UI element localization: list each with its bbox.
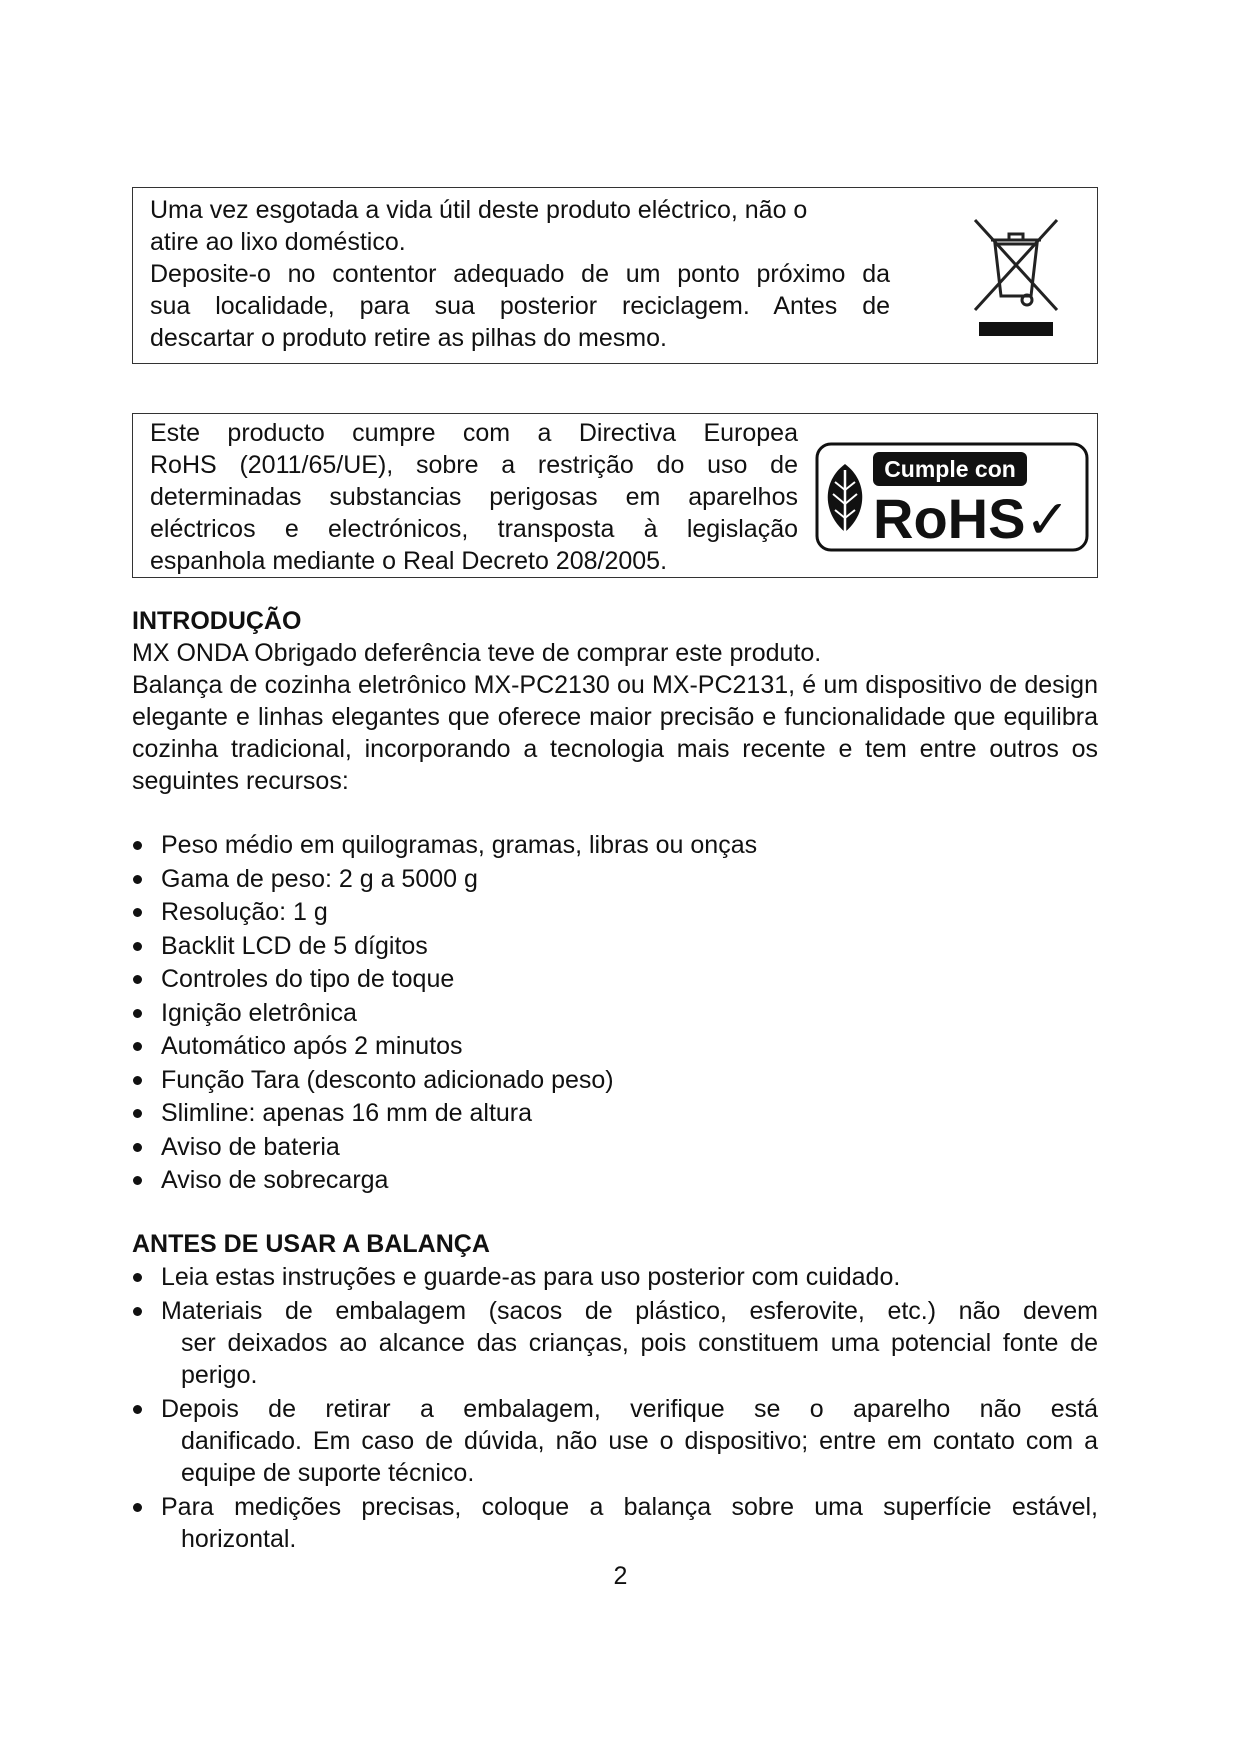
before-use-item — [132, 1295, 1098, 1391]
before-use-heading: ANTES DE USAR A BALANÇA — [132, 1230, 490, 1258]
rohs-line: determinadas substancias perigosas em aparelhos — [150, 483, 798, 511]
rohs-notice-text — [150, 417, 798, 577]
before-use-section — [132, 1229, 1098, 1557]
bullet-icon — [133, 1109, 142, 1118]
features-list — [132, 829, 1098, 1198]
feature-text: Função Tara (desconto adicionado peso) — [161, 1065, 614, 1094]
bullet-icon — [133, 942, 142, 951]
feature-text: Automático após 2 minutos — [161, 1032, 463, 1060]
rohs-line: eléctricos e electrónicos, transposta à legislação — [150, 515, 798, 543]
disposal-line: atire ao lixo doméstico. — [150, 228, 406, 256]
disposal-notice-box — [132, 187, 1098, 364]
bullet-icon — [133, 1176, 142, 1185]
feature-item — [132, 829, 1098, 863]
bullet-icon — [133, 841, 142, 850]
feature-text: Controles do tipo de toque — [161, 965, 455, 993]
feature-item — [132, 1064, 1098, 1098]
feature-item — [132, 1131, 1098, 1165]
intro-heading: INTRODUÇÃO — [132, 607, 302, 635]
before-use-item — [132, 1393, 1098, 1489]
rohs-compliance-logo — [815, 442, 1089, 552]
feature-text: Backlit LCD de 5 dígitos — [161, 931, 428, 960]
bullet-icon — [133, 1503, 142, 1512]
feature-text: Slimline: apenas 16 mm de altura — [161, 1099, 533, 1127]
feature-item — [132, 1164, 1098, 1198]
feature-text: Aviso de sobrecarga — [161, 1166, 389, 1194]
rohs-line: espanhola mediante o Real Decreto 208/2005. — [150, 547, 668, 575]
bullet-icon — [133, 1076, 142, 1085]
rohs-line: RoHS (2011/65/UE), sobre a restrição do uso de — [150, 451, 798, 479]
disposal-line: descartar o produto retire as pilhas do mesmo. — [150, 324, 667, 352]
disposal-notice-text — [150, 194, 890, 354]
bullet-icon — [133, 1405, 142, 1414]
rohs-line: Este producto cumpre com a Directiva Europea — [150, 419, 798, 447]
before-use-item-continuation: ser deixados ao alcance das crianças, pois constituem uma potencial fonte de perigo. — [181, 1329, 1098, 1389]
bullet-icon — [133, 1143, 142, 1152]
before-use-item-text: Depois de retirar a embalagem, verifique se o aparelho não está — [161, 1395, 1098, 1423]
feature-text: Ignição eletrônica — [161, 998, 357, 1027]
bullet-icon — [133, 875, 142, 884]
bullet-icon — [133, 975, 142, 984]
crossed-out-wheelie-bin-icon — [965, 214, 1065, 340]
bullet-icon — [133, 1009, 142, 1018]
before-use-item — [132, 1491, 1098, 1555]
before-use-item-continuation: danificado. Em caso de dúvida, não use o dispositivo; entre em contato com a equipe de suporte técnico. — [181, 1427, 1098, 1487]
before-use-item-text: Materiais de embalagem (sacos de plástico, esferovite, etc.) não devem — [161, 1297, 1098, 1325]
before-use-item-continuation: horizontal. — [181, 1525, 297, 1553]
intro-section — [132, 606, 1098, 797]
before-use-list — [132, 1261, 1098, 1555]
bullet-icon — [133, 1042, 142, 1051]
rohs-logo-main-text: RoHS — [873, 487, 1026, 550]
rohs-logo-top-text: Cumple con — [884, 456, 1016, 482]
feature-text: Gama de peso: 2 g a 5000 g — [161, 864, 478, 893]
intro-paragraph-2: Balança de cozinha eletrônico MX-PC2130 ou MX-PC2131, é um dispositivo de design elegante e linhas elegantes que oferece maior precisão e funcionalidade que equilibra cozinha tradicional, incorporando a tecnologia mais recente e tem entre outros os seguintes recursos: — [132, 671, 1098, 795]
bullet-icon — [133, 908, 142, 917]
intro-paragraph-1: MX ONDA Obrigado deferência teve de comprar este produto. — [132, 639, 822, 667]
before-use-item-text: Para medições precisas, coloque a balança sobre uma superfície estável, — [161, 1493, 1098, 1521]
disposal-line: sua localidade, para sua posterior reciclagem. Antes de — [150, 292, 890, 320]
page-number: 2 — [613, 1562, 628, 1590]
feature-item — [132, 863, 1098, 897]
feature-text: Resolução: 1 g — [161, 898, 328, 926]
feature-text: Peso médio em quilogramas, gramas, libras ou onças — [161, 831, 758, 859]
feature-item — [132, 930, 1098, 964]
before-use-item — [132, 1261, 1098, 1293]
features-section — [132, 829, 1098, 1198]
bullet-icon — [133, 1273, 142, 1282]
disposal-line: Deposite-o no contentor adequado de um ponto próximo da — [150, 260, 890, 288]
disposal-line: Uma vez esgotada a vida útil deste produto eléctrico, não o — [150, 196, 808, 224]
feature-item — [132, 1030, 1098, 1064]
rohs-notice-box — [132, 413, 1098, 578]
rohs-logo-check: ✓ — [1025, 488, 1071, 551]
feature-item — [132, 1097, 1098, 1131]
feature-item — [132, 997, 1098, 1031]
bullet-icon — [133, 1307, 142, 1316]
before-use-item-text: Leia estas instruções e guarde-as para uso posterior com cuidado. — [161, 1263, 901, 1291]
feature-item — [132, 896, 1098, 930]
feature-item — [132, 963, 1098, 997]
feature-text: Aviso de bateria — [161, 1132, 340, 1161]
